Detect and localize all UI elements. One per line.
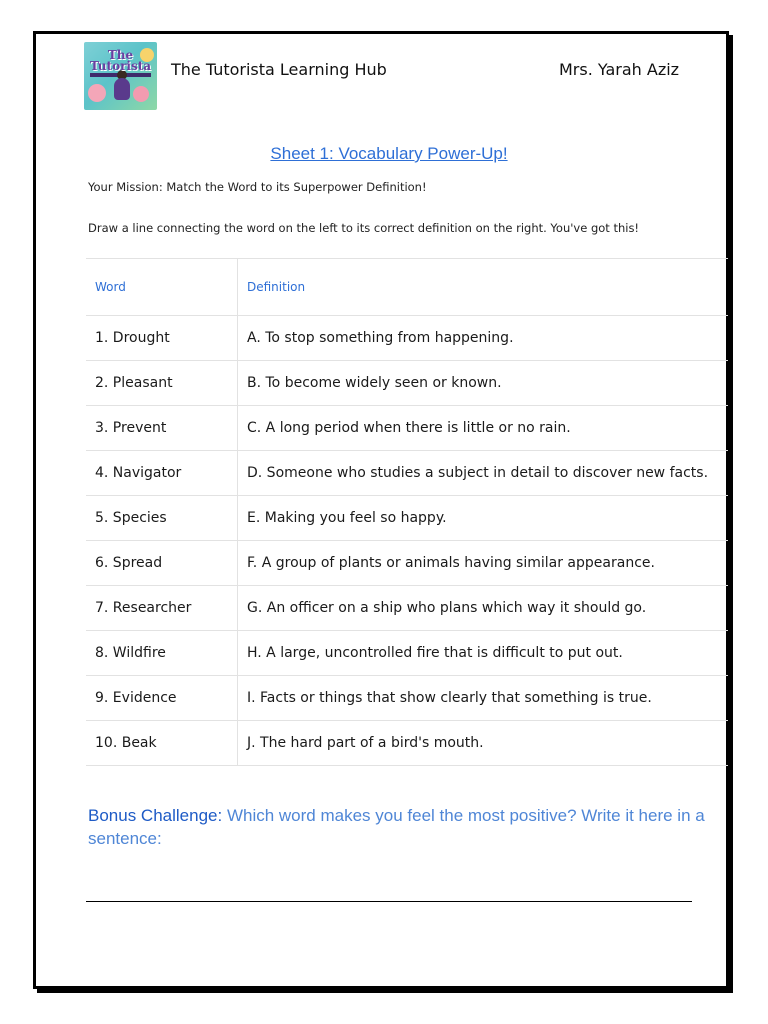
table-row (86, 496, 728, 541)
table-row (86, 451, 728, 496)
definition-cell: H. A large, uncontrolled fire that is difficult to put out. (238, 631, 729, 676)
vocabulary-table (86, 258, 728, 766)
definition-cell: G. An officer on a ship who plans which way it should go. (238, 586, 729, 631)
logo-wordmark: The Tutorista (89, 48, 152, 73)
bonus-prompt: Which word makes you feel the most positive? Write it here in a sentence: (88, 806, 705, 848)
table-row (86, 316, 728, 361)
definition-cell: E. Making you feel so happy. (238, 496, 729, 541)
table-row (86, 631, 728, 676)
bonus-challenge (88, 804, 708, 850)
word-cell: 8. Wildfire (86, 631, 238, 676)
girl-illustration (114, 78, 130, 100)
definition-cell: A. To stop something from happening. (238, 316, 729, 361)
word-cell: 5. Species (86, 496, 238, 541)
word-cell: 10. Beak (86, 721, 238, 766)
word-cell: 4. Navigator (86, 451, 238, 496)
sheet-title: Sheet 1: Vocabulary Power-Up! (270, 144, 508, 163)
table-row (86, 406, 728, 451)
definition-cell: I. Facts or things that show clearly that something is true. (238, 676, 729, 721)
definition-cell: F. A group of plants or animals having similar appearance. (238, 541, 729, 586)
definition-cell: C. A long period when there is little or no rain. (238, 406, 729, 451)
teacher-name: Mrs. Yarah Aziz (559, 60, 680, 79)
definition-cell: D. Someone who studies a subject in detail to discover new facts. (238, 451, 729, 496)
word-cell: 3. Prevent (86, 406, 238, 451)
mission-text: Your Mission: Match the Word to its Superpower Definition! (88, 180, 427, 194)
instruction-text: Draw a line connecting the word on the left to its correct definition on the right. You've got this! (88, 221, 640, 235)
answer-line[interactable] (86, 901, 692, 902)
word-cell: 9. Evidence (86, 676, 238, 721)
flower-decoration (133, 86, 149, 102)
word-cell: 1. Drought (86, 316, 238, 361)
column-header-word: Word (86, 259, 238, 316)
definition-cell: B. To become widely seen or known. (238, 361, 729, 406)
bonus-label: Bonus Challenge: (88, 806, 223, 825)
word-cell: 6. Spread (86, 541, 238, 586)
table-header-row (86, 259, 728, 316)
table-row (86, 541, 728, 586)
table-row (86, 361, 728, 406)
table-row (86, 721, 728, 766)
table-row (86, 586, 728, 631)
hub-title: The Tutorista Learning Hub (171, 60, 387, 79)
word-cell: 2. Pleasant (86, 361, 238, 406)
word-cell: 7. Researcher (86, 586, 238, 631)
definition-cell: J. The hard part of a bird's mouth. (238, 721, 729, 766)
table-row (86, 676, 728, 721)
flower-decoration (88, 84, 106, 102)
column-header-definition: Definition (238, 259, 729, 316)
tutorista-logo (84, 42, 157, 110)
